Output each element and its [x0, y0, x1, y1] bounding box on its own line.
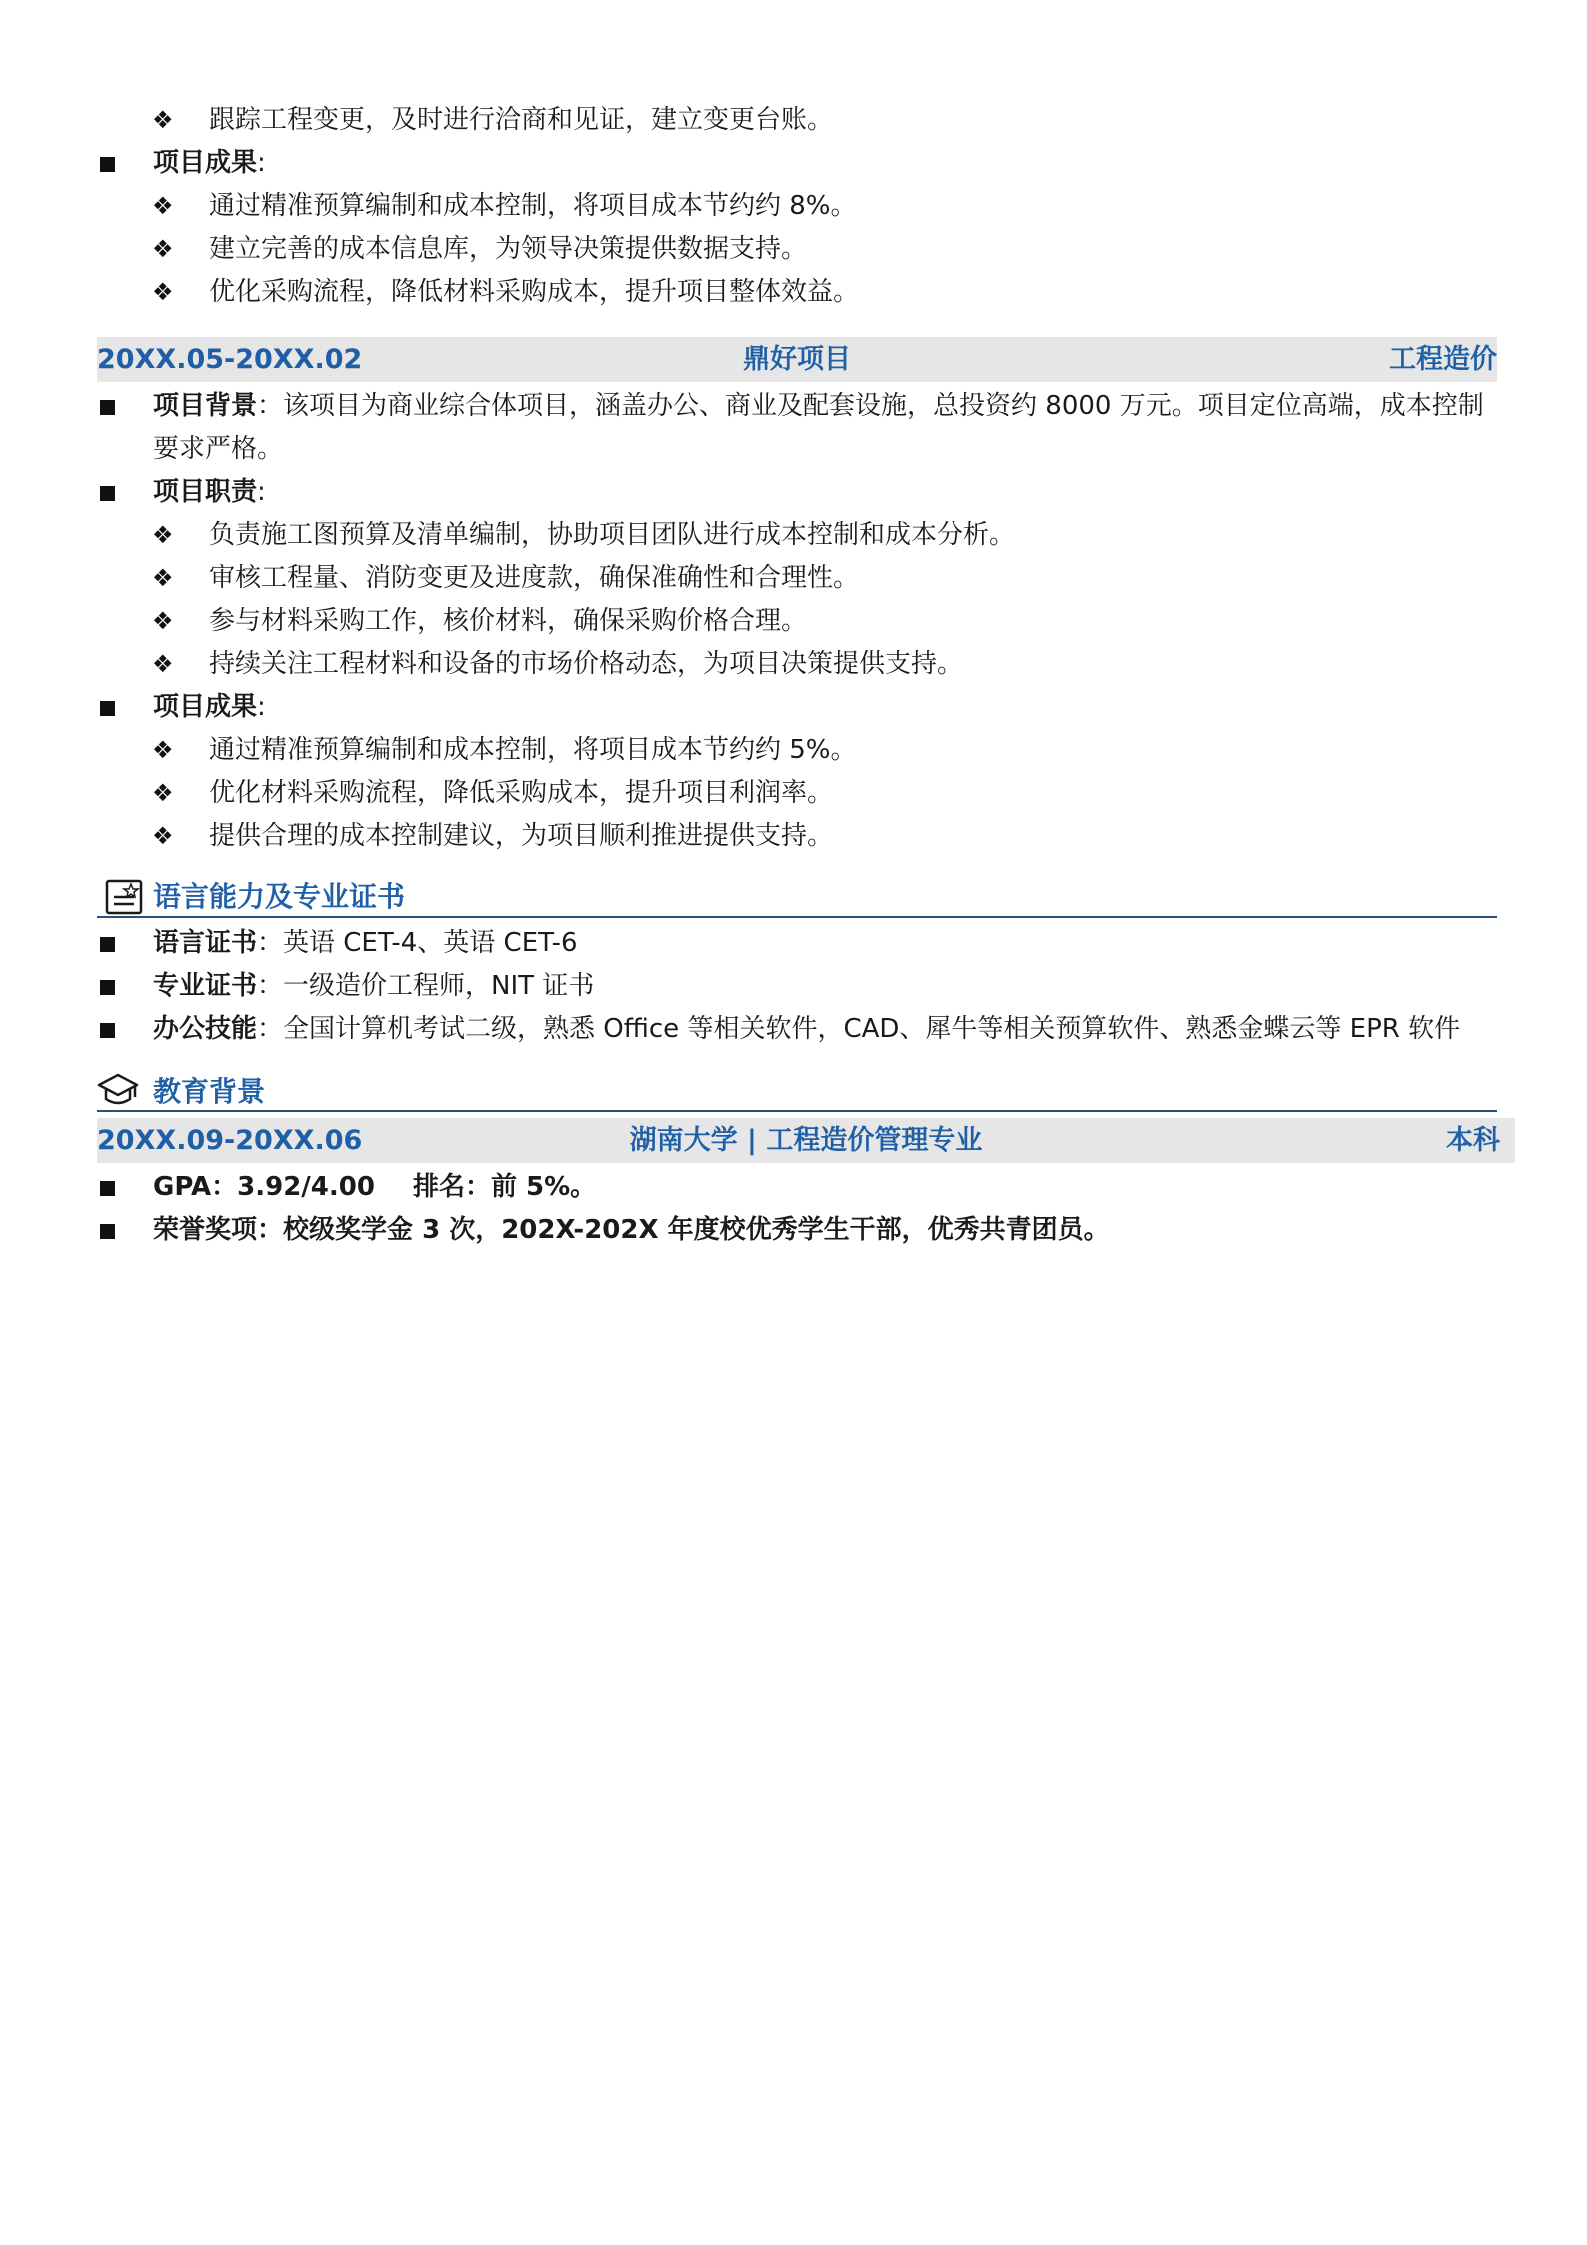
- square-bullet-icon: [100, 980, 115, 995]
- diamond-bullet-icon: ❖: [152, 822, 174, 850]
- diamond-bullet-icon: ❖: [152, 607, 174, 635]
- result-item: 建立完善的成本信息库，为领导决策提供数据支持。: [209, 234, 808, 264]
- duty-item: 参与材料采购工作，核价材料，确保采购价格合理。: [209, 606, 808, 636]
- diamond-bullet-icon: ❖: [152, 106, 174, 134]
- square-bullet-icon: [100, 400, 115, 415]
- diamond-bullet-icon: ❖: [152, 278, 174, 306]
- gpa-rank: GPA：3.92/4.00 排名：前 5%。: [153, 1172, 597, 1202]
- diamond-bullet-icon: ❖: [152, 235, 174, 263]
- education-school: 湖南大学 | 工程造价管理专业: [629, 1125, 983, 1156]
- diamond-bullet-icon: ❖: [152, 779, 174, 807]
- cert-item: 语言证书：英语 CET-4、英语 CET-6: [153, 928, 578, 958]
- duty-item: 负责施工图预算及清单编制，协助项目团队进行成本控制和成本分析。: [209, 520, 1016, 550]
- result-item: 提供合理的成本控制建议，为项目顺利推进提供支持。: [209, 821, 834, 851]
- graduation-cap-icon: [96, 1069, 140, 1113]
- certificate-icon: [104, 877, 144, 917]
- result-item: 优化采购流程，降低材料采购成本，提升项目整体效益。: [209, 277, 860, 307]
- cert-item: 办公技能：全国计算机考试二级，熟悉 Office 等相关软件，CAD、犀牛等相关预算软件、熟悉金蝶云等 EPR 软件: [153, 1014, 1461, 1044]
- section-divider: [97, 916, 1497, 918]
- project-header-bar: [97, 337, 1497, 382]
- square-bullet-icon: [100, 937, 115, 952]
- diamond-bullet-icon: ❖: [152, 564, 174, 592]
- project-background: 项目背景：该项目为商业综合体项目，涵盖办公、商业及配套设施，总投资约 8000 万元。项目定位高端，成本控制: [153, 391, 1484, 421]
- diamond-bullet-icon: ❖: [152, 736, 174, 764]
- result-item: 优化材料采购流程，降低采购成本，提升项目利润率。: [209, 778, 834, 808]
- education-degree: 本科: [1446, 1125, 1500, 1156]
- diamond-bullet-icon: ❖: [152, 521, 174, 549]
- duty-item: 审核工程量、消防变更及进度款，确保准确性和合理性。: [209, 563, 860, 593]
- square-bullet-icon: [100, 486, 115, 501]
- square-bullet-icon: [100, 1224, 115, 1239]
- section-title-education: 教育背景: [153, 1075, 266, 1108]
- education-period: 20XX.09-20XX.06: [97, 1125, 363, 1156]
- diamond-bullet-icon: ❖: [152, 650, 174, 678]
- duty-item: 跟踪工程变更，及时进行洽商和见证，建立变更台账。: [209, 105, 834, 135]
- diamond-bullet-icon: ❖: [152, 192, 174, 220]
- square-bullet-icon: [100, 701, 115, 716]
- square-bullet-icon: [100, 157, 115, 172]
- project-name: 鼎好项目: [743, 344, 851, 375]
- section-divider: [97, 1110, 1497, 1112]
- square-bullet-icon: [100, 1023, 115, 1038]
- project-role: 工程造价: [1389, 344, 1497, 375]
- results-heading: 项目成果:: [153, 692, 266, 722]
- result-item: 通过精准预算编制和成本控制，将项目成本节约约 5%。: [209, 735, 857, 765]
- project-background-cont: 要求严格。: [153, 434, 284, 464]
- duties-heading: 项目职责:: [153, 477, 266, 507]
- cert-item: 专业证书：一级造价工程师，NIT 证书: [153, 971, 595, 1001]
- results-heading: 项目成果:: [153, 148, 266, 178]
- project-period: 20XX.05-20XX.02: [97, 344, 363, 375]
- square-bullet-icon: [100, 1181, 115, 1196]
- section-title-certificates: 语言能力及专业证书: [153, 880, 406, 913]
- honors: 荣誉奖项：校级奖学金 3 次，202X-202X 年度校优秀学生干部，优秀共青团员。: [153, 1215, 1110, 1245]
- result-item: 通过精准预算编制和成本控制，将项目成本节约约 8%。: [209, 191, 857, 221]
- education-header-bar: [97, 1118, 1515, 1163]
- duty-item: 持续关注工程材料和设备的市场价格动态，为项目决策提供支持。: [209, 649, 964, 679]
